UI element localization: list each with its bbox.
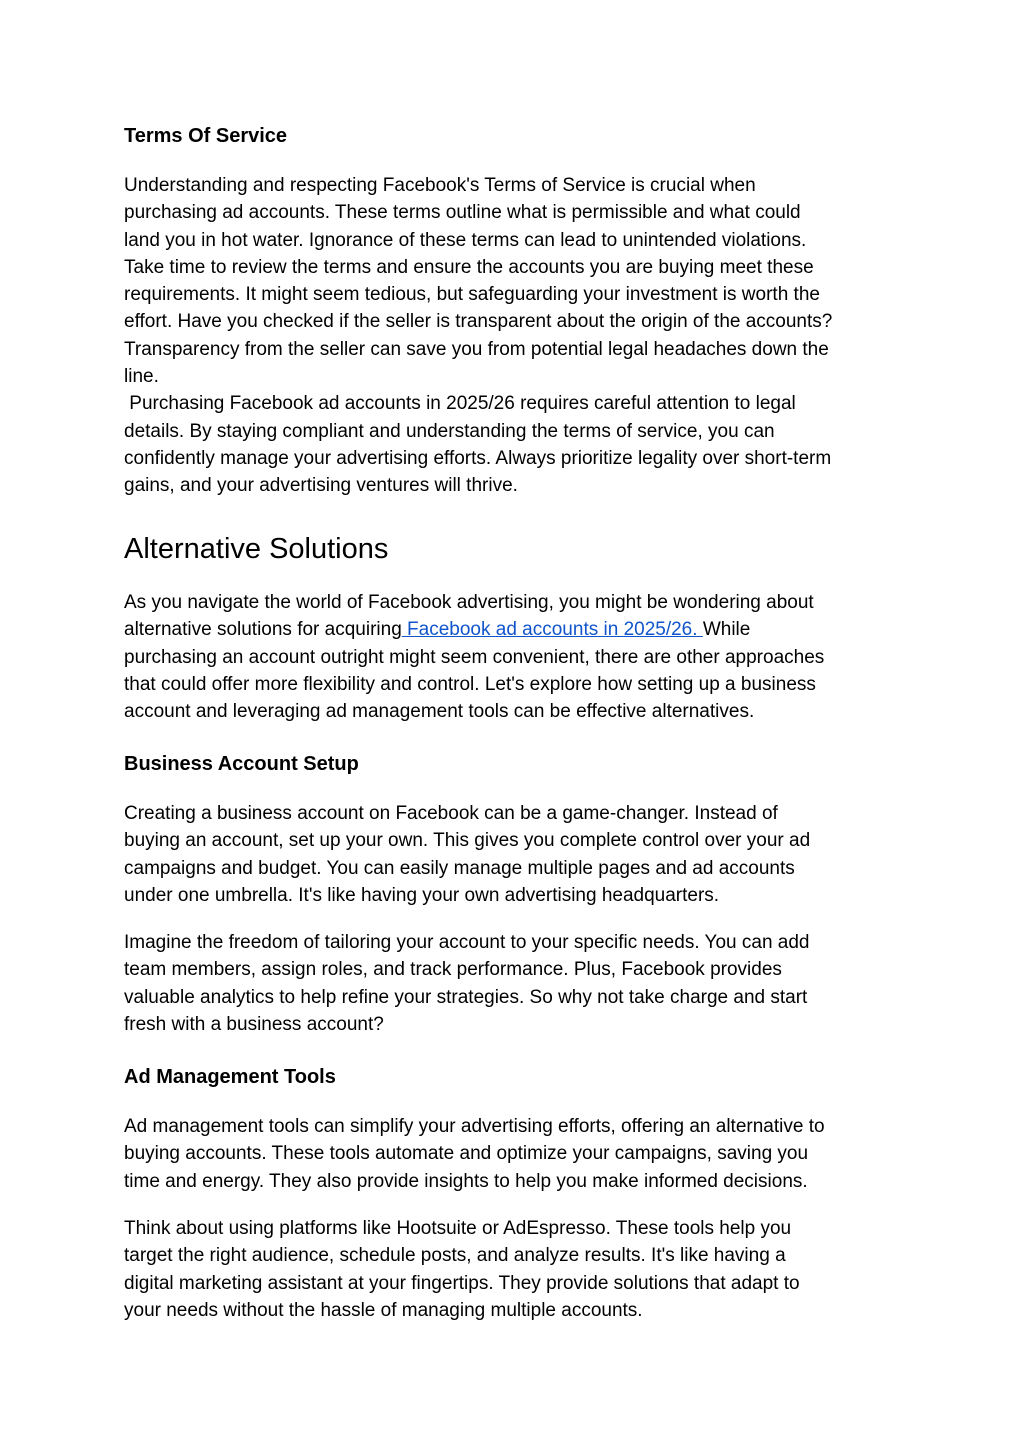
text-line: Purchasing Facebook ad accounts in 2025/26 requires careful attention to legal bbox=[124, 393, 796, 415]
text-line: line. bbox=[124, 366, 159, 388]
text-line: Take time to review the terms and ensure the accounts you are buying meet these bbox=[124, 256, 814, 278]
text-line: purchasing ad accounts. These terms outline what is permissible and what could bbox=[124, 202, 801, 224]
paragraph-alternatives-intro bbox=[124, 589, 904, 725]
text-line: Ad management tools can simplify your advertising efforts, offering an alternative to bbox=[124, 1116, 825, 1137]
paragraph-business-1 bbox=[124, 800, 904, 909]
text-line: that could offer more flexibility and control. Let's explore how setting up a business bbox=[124, 673, 816, 695]
text-fragment: alternative solutions for acquiring bbox=[124, 619, 402, 641]
text-line: gains, and your advertising ventures will thrive. bbox=[124, 475, 518, 497]
paragraph-business-2 bbox=[124, 929, 904, 1038]
heading-business-account-setup: Business Account Setup bbox=[124, 753, 359, 775]
text-line: Creating a business account on Facebook can be a game-changer. Instead of bbox=[124, 803, 778, 824]
text-line: details. By staying compliant and understanding the terms of service, you can bbox=[124, 420, 775, 442]
text-line: your needs without the hassle of managing multiple accounts. bbox=[124, 1299, 643, 1321]
text-line: under one umbrella. It's like having your own advertising headquarters. bbox=[124, 884, 720, 906]
paragraph-tools-1 bbox=[124, 1113, 904, 1195]
text-line: fresh with a business account? bbox=[124, 1013, 384, 1035]
paragraph-terms bbox=[124, 172, 904, 500]
text-line: effort. Have you checked if the seller is transparent about the origin of the accounts? bbox=[124, 311, 833, 333]
text-line: As you navigate the world of Facebook advertising, you might be wondering about bbox=[124, 592, 814, 613]
text-line: confidently manage your advertising efforts. Always prioritize legality over short-term bbox=[124, 447, 832, 469]
text-line: time and energy. They also provide insights to help you make informed decisions. bbox=[124, 1170, 808, 1192]
text-line: Understanding and respecting Facebook's Terms of Service is crucial when bbox=[124, 175, 756, 196]
text-line: Transparency from the seller can save you from potential legal headaches down the bbox=[124, 338, 829, 360]
text-line: purchasing an account outright might seem convenient, there are other approaches bbox=[124, 646, 825, 668]
text-line: valuable analytics to help refine your strategies. So why not take charge and start bbox=[124, 986, 808, 1008]
text-line: team members, assign roles, and track performance. Plus, Facebook provides bbox=[124, 959, 782, 981]
text-line: Imagine the freedom of tailoring your account to your specific needs. You can add bbox=[124, 932, 810, 953]
paragraph-tools-2 bbox=[124, 1215, 904, 1324]
heading-alternative-solutions: Alternative Solutions bbox=[124, 533, 389, 565]
text-line: buying an account, set up your own. This gives you complete control over your ad bbox=[124, 830, 811, 852]
heading-terms-of-service: Terms Of Service bbox=[124, 125, 288, 147]
facebook-ad-accounts-link[interactable]: Facebook ad accounts in 2025/26. bbox=[401, 619, 703, 641]
text-fragment: While bbox=[702, 619, 751, 641]
text-line: Think about using platforms like Hootsuite or AdEspresso. These tools help you bbox=[124, 1218, 792, 1239]
heading-ad-management-tools: Ad Management Tools bbox=[124, 1066, 336, 1088]
text-line: land you in hot water. Ignorance of these terms can lead to unintended violations. bbox=[124, 229, 807, 251]
text-line: account and leveraging ad management tools can be effective alternatives. bbox=[124, 701, 755, 723]
text-line: target the right audience, schedule posts, and analyze results. It's like having a bbox=[124, 1245, 786, 1267]
text-line: requirements. It might seem tedious, but safeguarding your investment is worth the bbox=[124, 284, 820, 306]
text-line: buying accounts. These tools automate and optimize your campaigns, saving you bbox=[124, 1143, 809, 1165]
text-line: campaigns and budget. You can easily manage multiple pages and ad accounts bbox=[124, 857, 795, 879]
text-line: digital marketing assistant at your fingertips. They provide solutions that adapt to bbox=[124, 1272, 800, 1294]
text-line-with-link bbox=[124, 616, 904, 643]
